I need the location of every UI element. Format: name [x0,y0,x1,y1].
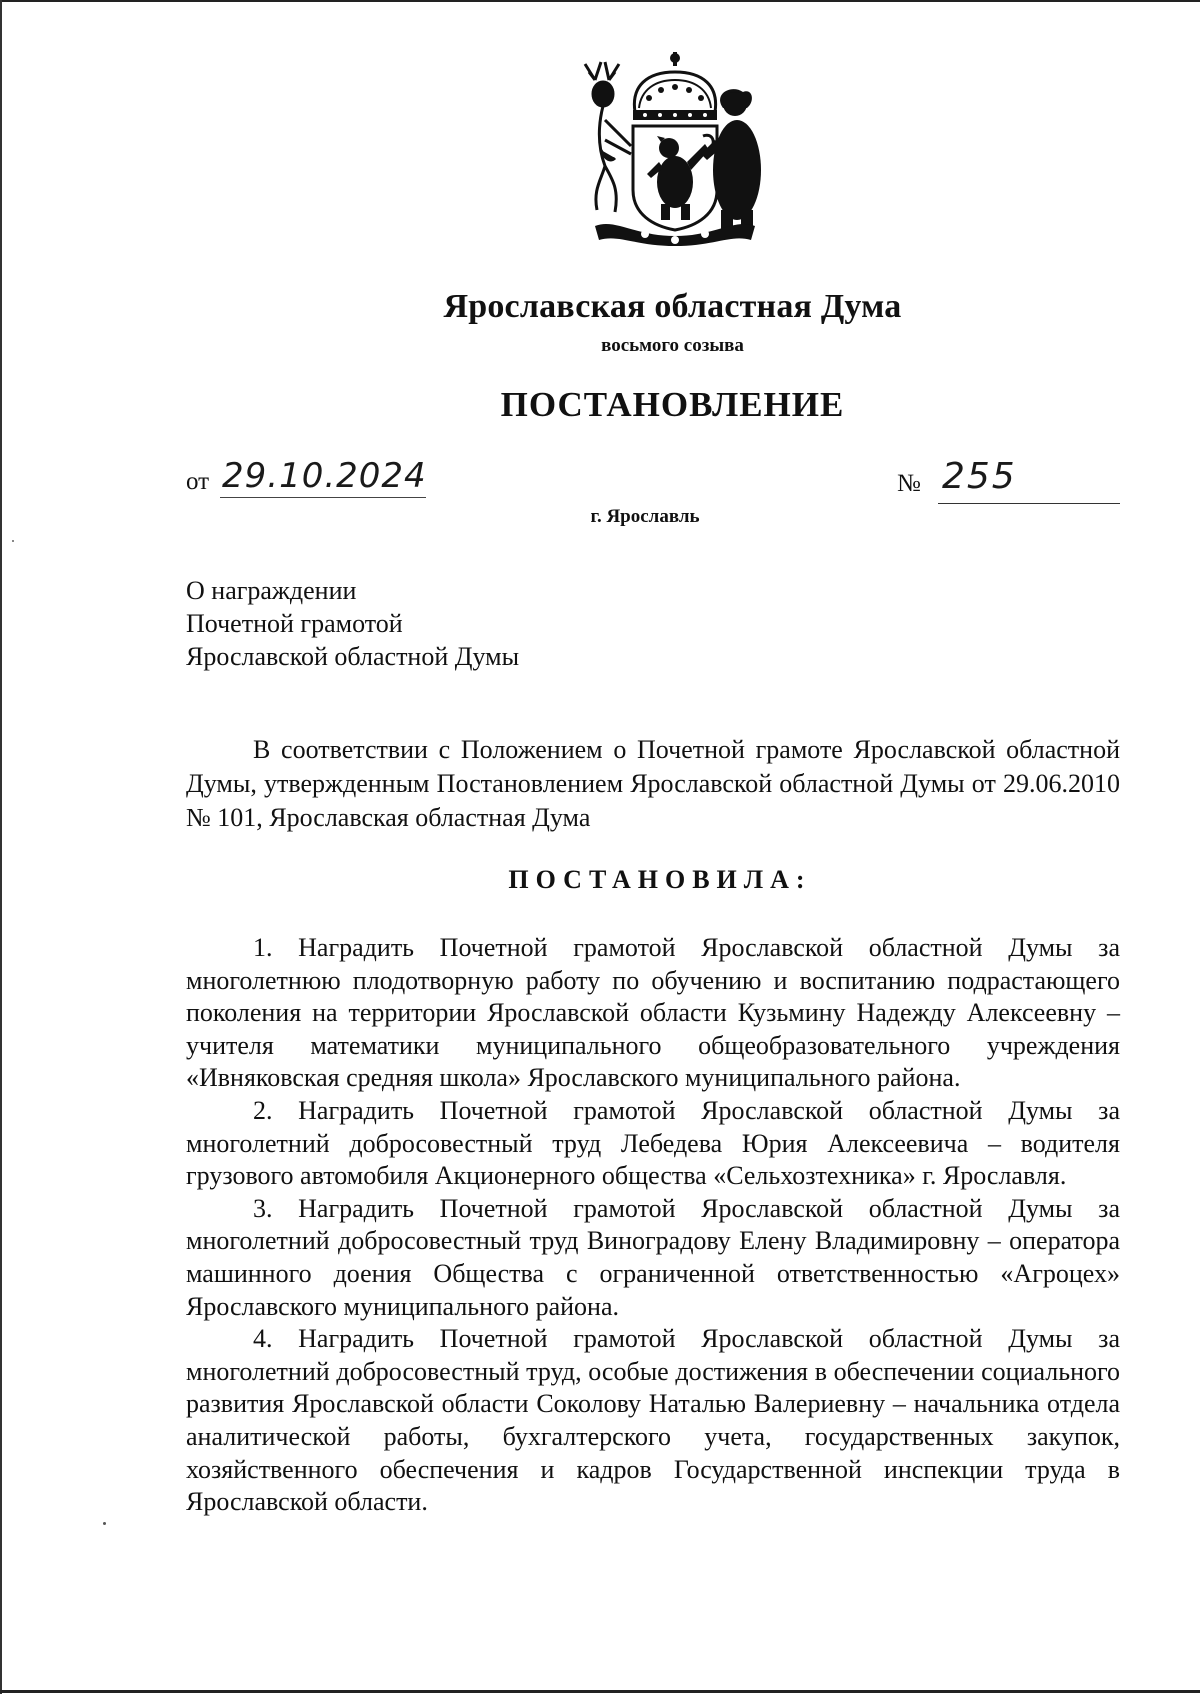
scan-edge-top [0,0,1200,2]
scan-speck [12,540,14,542]
number-prefix: № [897,470,921,497]
handwritten-date: 29.10.2024 [222,456,427,496]
date-prefix: от [186,468,210,495]
intro-paragraph: В соответствии с Положением о Почетной грамоте Ярославской областной Думы, утвержденным Постановлением Ярославской областной Думы от 29.06.2010 № 101, Ярославская областная Дума [186,735,1120,832]
subject-block [186,574,519,673]
number-underline [938,503,1120,504]
scan-speck [103,1522,106,1525]
scan-edge-left [0,0,2,1694]
resolution-items [186,932,1120,1519]
convocation-subtitle: восьмого созыва [601,335,744,356]
resolution-item: 1. Наградить Почетной грамотой Ярославской областной Думы за многолетнюю плодотворную работу по обучению и воспитанию подрастающего поколения на территории Ярославской области Кузьмину Надежду Алексеевну – учителя математики муниципального общеобразовательного учреждения «Ивняковская средняя школа» Ярославского муниципального района. [186,933,1120,1093]
resolution-item: 4. Наградить Почетной грамотой Ярославской областной Думы за многолетний добросовестный труд, особые достижения в обеспечении социального развития Ярославской области Соколову Наталью Валериевну – начальника отдела аналитической работы, бухгалтерского учета, государственных закупок, хозяйственного обеспечения и кадров Государственной инспекции труда в Ярославской области. [186,1324,1120,1517]
document-type-heading: ПОСТАНОВЛЕНИЕ [500,385,845,424]
resolution-item: 3. Наградить Почетной грамотой Ярославской областной Думы за многолетний добросовестный труд Виноградову Елену Владимировну – оператора машинного доения Общества с ограниченной ответственностью «Агроцех» Ярославского муниципального района. [186,1193,1120,1321]
handwritten-number: 255 [942,456,1017,497]
date-underline [220,497,426,498]
resolution-item: 2. Наградить Почетной грамотой Ярославской областной Думы за многолетний добросовестный труд Лебедева Юрия Алексеевича – водителя грузового автомобиля Акционерного общества «Сельхозтехника» г. Ярославля. [186,1095,1120,1191]
city-label: г. Ярославль [590,506,700,527]
subject-line: Ярославской областной Думы [186,642,520,671]
organization-title: Ярославская областная Дума [443,288,902,325]
crown-icon [633,52,717,120]
deer-supporter-icon [585,62,631,212]
scan-edge-bottom [0,1690,1200,1693]
subject-line: Почетной грамотой [186,609,403,638]
subject-line: О награждении [186,576,357,605]
decision-heading: ПОСТАНОВИЛА: [508,865,812,894]
coat-of-arms-icon [575,50,775,248]
